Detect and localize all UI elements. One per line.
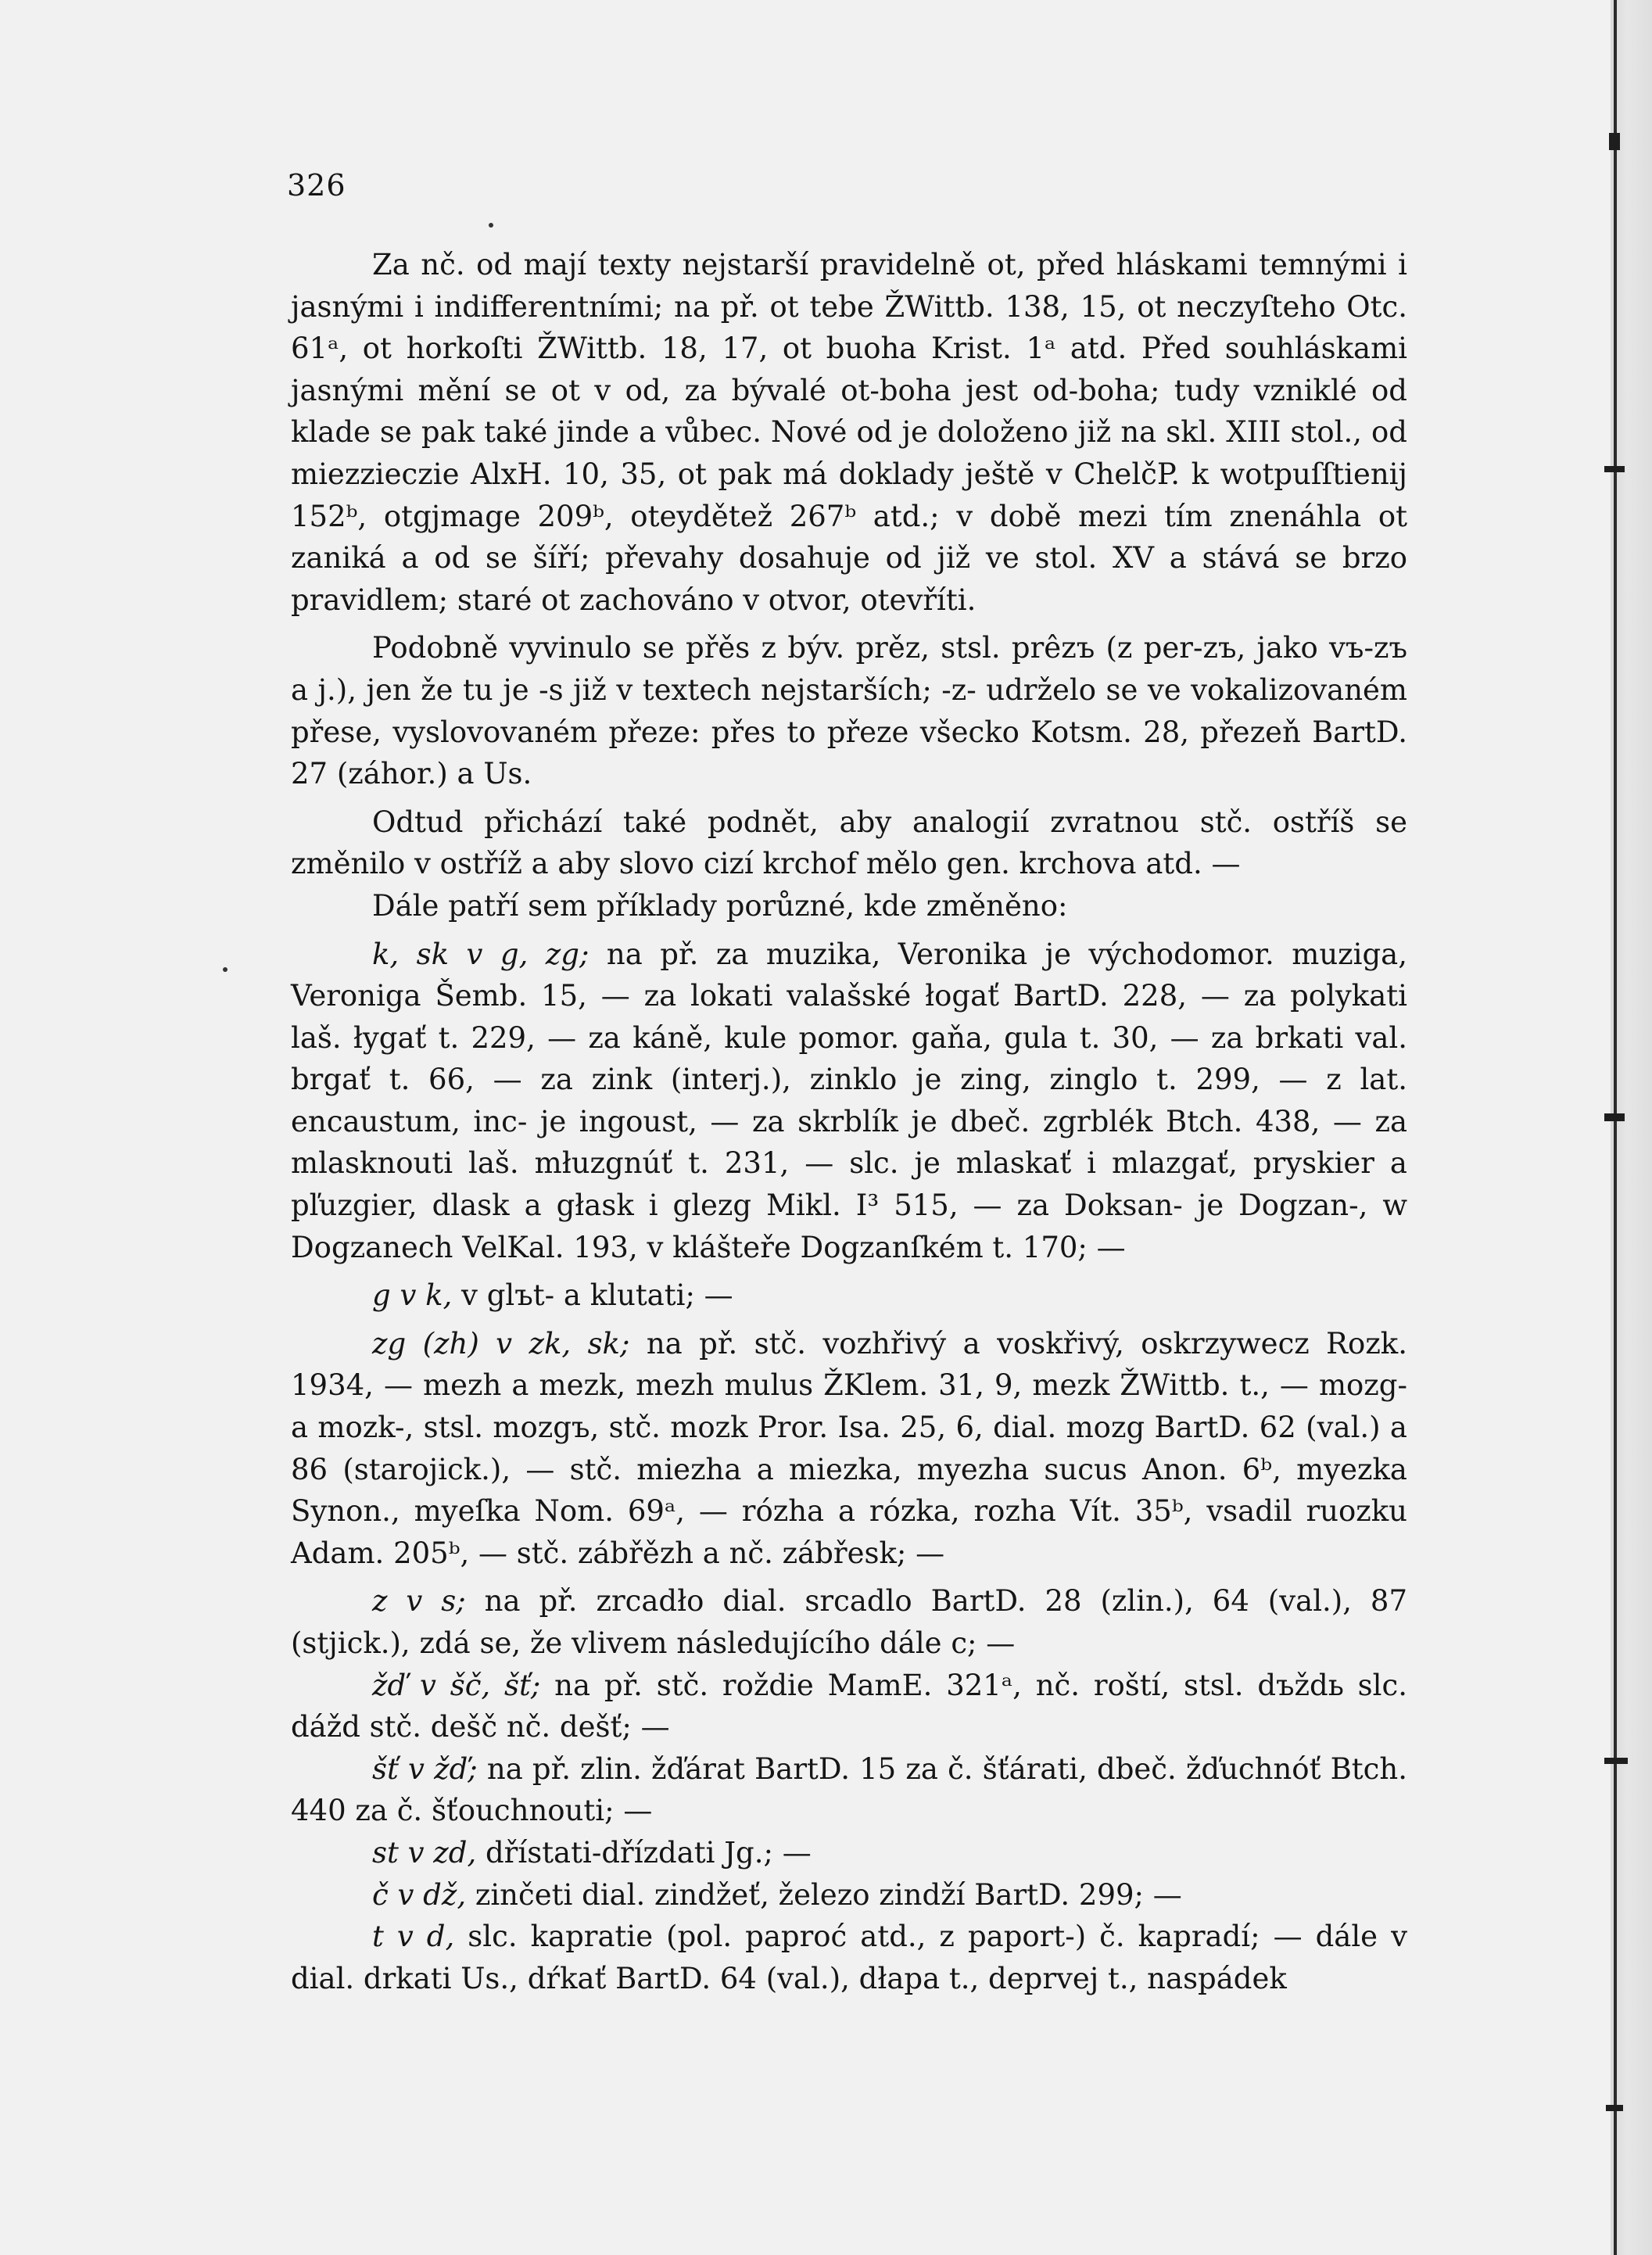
example-entry <box>291 1580 1407 1664</box>
speck <box>223 967 228 972</box>
example-entry <box>291 1665 1407 1748</box>
paragraph: Dále patří sem příklady porůzné, kde změněno: <box>372 888 1068 923</box>
entry-text: na př. stč. roždie MamE. 321ᵃ, nč. roští, stsl. dъždь slc. dážd stč. dešč nč. dešť; — <box>291 1668 1407 1744</box>
body-text <box>291 244 1407 1999</box>
entry-text: na př. zlin. žďárat BartD. 15 za č. šťárati, dbeč. žďuchnóť Btch. 440 za č. šťouchnouti; — <box>291 1751 1407 1828</box>
entry-text: na př. stč. vozhřivý a voskřivý, oskrzywecz Rozk. 1934, — mezh a mezk, mezh mulus ŽKlem. 31, 9, mezk ŽWittb. t., — mozg- a mozk-, stsl. mozgъ, stč. mozk Pror. Isa. 25, 6, dial. mozg BartD. 62 (val.) a 86 (starojick.), — stč. miezha a miezka, myezha sucus Anon. 6ᵇ, myezka Synon., myeſka Nom. 69ᵃ, — rózha a rózka, rozha Vít. 35ᵇ, vsadil ruozku Adam. 205ᵇ, — stč. zábřězh a nč. zábřesk; — <box>291 1326 1407 1570</box>
binding-line <box>1614 0 1617 2255</box>
entry-lead: žď v šč, šť; <box>372 1668 541 1702</box>
entry-text: dřístati-dřízdati Jg.; — <box>476 1835 812 1870</box>
example-entry <box>291 1748 1407 1832</box>
entry-lead: č v dž, <box>372 1877 467 1912</box>
binding-mark <box>1606 2105 1623 2111</box>
example-entry <box>291 1323 1407 1575</box>
example-entry <box>291 1916 1407 1999</box>
example-entry <box>291 1274 1407 1317</box>
entry-text: na př. zrcadło dial. srcadlo BartD. 28 (zlin.), 64 (val.), 87 (stjick.), zdá se, že vlivem následujícího dále c; — <box>291 1584 1407 1660</box>
entry-lead: k, sk v g, zg; <box>372 937 589 971</box>
entry-lead: z v s; <box>372 1584 466 1619</box>
binding-mark <box>1604 1758 1628 1764</box>
binding-mark <box>1604 466 1625 472</box>
example-entry <box>291 934 1407 1269</box>
entry-text: na př. za muzika, Veronika je východomor. muziga, Veroniga Šemb. 15, — za lokati valašské łogať BartD. 228, — za polykati laš. łygať t. 229, — za káně, kule pomor. gaňa, gula t. 30, — za brkati val. brgať t. 66, — za zink (interj.), zinklo je zing, zinglo t. 299, — z lat. encaustum, inc- je ingoust, — za skrblík je dbeč. zgrblék Btch. 438, — za mlasknouti laš. młuzgnúť t. 231, — slc. je mlaskať i mlazgať, pryskier a pľuzgier, dlask a głask i glezg Mikl. I³ 515, — za Doksan- je Dogzan-, w Dogzanech VelKal. 193, v klášteře Dogzanſkém t. 170; — <box>291 937 1407 1264</box>
entry-lead: g v k, <box>372 1278 453 1313</box>
paragraph: Za nč. od mají texty nejstarší pravidelně ot, před hláskami temnými i jasnými i indifferentními; na př. ot tebe ŽWittb. 138, 15, ot neczyſteho Otc. 61ᵃ, ot horkoſti ŽWittb. 18, 17, ot buoha Krist. 1ᵃ atd. Před souhláskami jasnými mění se ot v od, za bývalé ot-boha jest od-boha; tudy vzniklé od klade se pak také jinde a vůbec. Nové od je doloženo již na skl. XIII stol., od miezzieczie AlxH. 10, 35, ot pak má doklady ještě v ChelčP. k wotpuſſtienij 152ᵇ, otgjmage 209ᵇ, oteydětež 267ᵇ atd.; v době mezi tím znenáhla ot zaniká a od se šíří; převahy dosahuje od již ve stol. XV a stává se brzo pravidlem; staré ot zachováno v otvor, otevříti. <box>291 248 1407 617</box>
speck <box>489 223 493 228</box>
entry-lead: t v d, <box>372 1920 455 1954</box>
entry-text: v glъt- a klutati; — <box>452 1278 733 1313</box>
paragraph: Odtud přichází také podnět, aby analogií zvratnou stč. ostříš se změnilo v ostříž a aby slovo cizí krchof mělo gen. krchova atd. — <box>291 805 1407 881</box>
entry-lead: zg (zh) v zk, sk; <box>372 1326 630 1361</box>
example-entry <box>291 1832 1407 1874</box>
entry-lead: st v zd, <box>372 1835 477 1870</box>
binding-mark <box>1604 1113 1625 1121</box>
entry-text: slc. kapratie (pol. paproć atd., z paport-) č. kapradí; — dále v dial. drkati Us., dŕkať BartD. 64 (val.), dłapa t., deprvej t., naspádek <box>291 1920 1407 1995</box>
entry-text: zinčeti dial. zindžeť, železo zindží BartD. 299; — <box>466 1877 1182 1912</box>
page-number: 326 <box>287 168 346 203</box>
entry-lead: šť v žď; <box>372 1751 478 1786</box>
paragraph: Podobně vyvinulo se přěs z býv. prěz, stsl. prêzъ (z per-zъ, jako vъ-zъ a j.), jen že tu je -s již v textech nejstarších; -z- udrželo se ve vokalizovaném přese, vyslovovaném přeze: přes to přeze všecko Kotsm. 28, přezeň BartD. 27 (záhor.) a Us. <box>291 631 1407 791</box>
binding-mark <box>1609 133 1620 150</box>
example-entry <box>291 1874 1407 1916</box>
